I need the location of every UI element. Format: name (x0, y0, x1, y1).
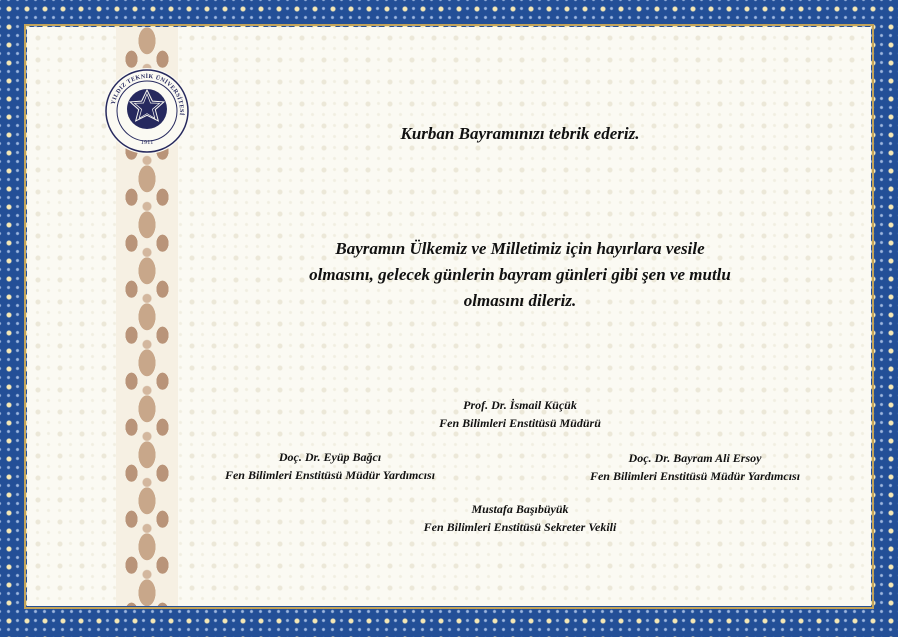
signatory-title: Fen Bilimleri Enstitüsü Müdür Yardımcısı (224, 468, 436, 482)
signatory-deputy-right (550, 451, 840, 484)
logo-ring-text: YILDIZ TEKNİK ÜNİVERSİTESİ (110, 73, 185, 116)
signatory-secretary (370, 502, 670, 535)
signatory-director (380, 398, 660, 431)
university-logo (104, 68, 190, 154)
greeting-text: Kurban Bayramınızı tebrik ederiz. (400, 124, 640, 143)
wish-line: Bayramın Ülkemiz ve Milletimiz için hayırlara vesile (335, 239, 705, 258)
signatory-title: Fen Bilimleri Enstitüsü Sekreter Vekili (423, 520, 617, 534)
signatory-name: Mustafa Başıbüyük (471, 502, 569, 516)
signatory-title: Fen Bilimleri Enstitüsü Müdür Yardımcısı (589, 469, 801, 483)
wish-line: olmasını, gelecek günlerin bayram günleri gibi şen ve mutlu (309, 265, 731, 284)
signatory-title: Fen Bilimleri Enstitüsü Müdürü (439, 416, 601, 430)
signatory-name: Doç. Dr. Bayram Ali Ersoy (628, 451, 762, 465)
logo-year: 1911 (140, 139, 154, 146)
wish-line: olmasını dileriz. (463, 291, 577, 310)
signatory-deputy-left (180, 450, 480, 483)
signatory-name: Doç. Dr. Eyüp Bağcı (278, 450, 382, 464)
signatory-name: Prof. Dr. İsmail Küçük (463, 398, 577, 412)
wish-message (230, 236, 810, 314)
